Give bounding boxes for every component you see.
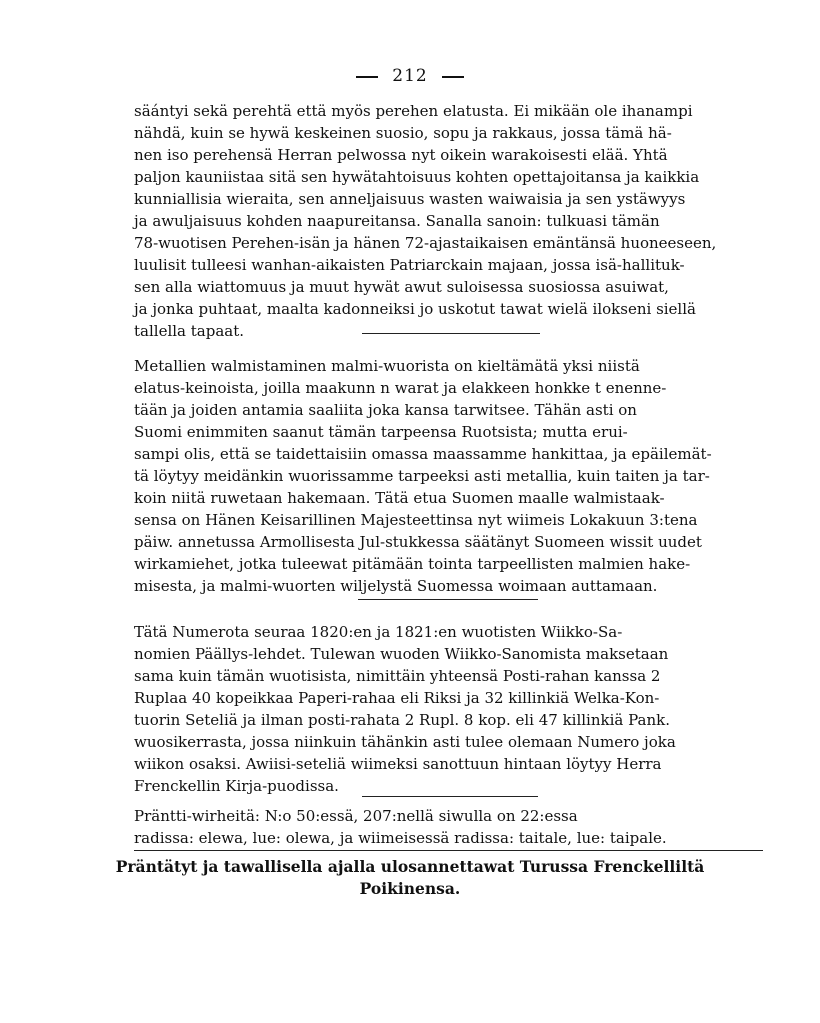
paragraph-subscription: Tätä Numerota seuraa 1820:en ja 1821:en wuotisten Wiikko-Sa- nomien Päällys-lehdet. Tulewan wuoden Wiikko-Sanomista maksetaan sama kuin tämän wuotisista, nimittäin yhteensä Posti-rahan kanssa 2 Ruplaa 40 kopeikkaa Paperi-rahaa eli Riksi ja 32 killinkiä Welka-Kon- tuorin Seteliä ja ilman posti-rahata 2 Rupl. 8 kop. eli 47 killinkiä Pank. wuosikerrasta, jossa niinkuin tähänkin asti tulee olemaan Numero joka wiikon osaksi. Awiisi-seteliä wiimeksi sanottuun hintaan löytyy Herra Frenckellin Kirja-puodissa. (134, 623, 676, 795)
page-number: 212 (392, 66, 428, 86)
header-dash-left (356, 76, 378, 78)
section-divider-2 (358, 599, 538, 600)
imprint-rule (134, 850, 763, 851)
header-dash-right (442, 76, 464, 78)
errata-notice: Präntti-wirheitä: N:o 50:essä, 207:nellä siwulla on 22:essa radissa: elewa, lue: olewa, ja wiimeisessä radissa: taitale, lue: taipale. (134, 807, 667, 847)
paragraph-family: säántyi sekä perehtä että myös perehen elatusta. Ei mikään ole ihanampi nähdä, kuin se hywä keskeinen suosio, sopu ja rakkaus, jossa tämä hä- nen iso perehensä Herran pelwossa nyt oikein warakoisesti elää. Yhtä paljon kauniistaa sitä sen hywätahtoisuus kohten opettajoitansa ja kaikkia kunniallisia wieraita, sen anneljaisuus wasten waiwaisia ja sen ystäwyys ja awuljaisuus kohden naapureitansa. Sanalla sanoin: tulkuasi tämän 78-wuotisen Perehen-isän ja hänen 72-ajastaikaisen emäntänsä huoneeseen, luulisit tulleesi wanhan-aikaisten Patriarckain majaan, jossa isä-hallituk- sen alla wiattomuus ja muut hywät awut suloisessa suosiossa asuiwat, ja jonka puhtaat, maalta kadonneiksi jo uskotut tawat wielä ilokseni siellä tallella tapaat. (134, 102, 717, 340)
page-header (0, 66, 820, 86)
imprint-line: Präntätyt ja tawallisella ajalla ulosannettawat Turussa Frenckelliltä Poikinensa. (115, 857, 705, 898)
section-divider-1 (362, 333, 540, 334)
paragraph-metals: Metallien walmistaminen malmi-wuorista on kieltämätä yksi niistä elatus-keinoista, joilla maakunn n warat ja elakkeen honkke t enenne- tään ja joiden antamia saaliita joka kansa tarwitsee. Tähän asti on Suomi enimmiten saanut tämän tarpeensa Ruotsista; mutta erui- sampi olis, että se taidettaisiin omassa maassamme hankittaa, ja epäilemät- tä löytyy meidänkin wuorissamme tarpeeksi asti metallia, kuin taiten ja tar- koin niitä ruwetaan hakemaan. Tätä etua Suomen maalle walmistaak- sensa on Hänen Keisarillinen Majesteettinsa nyt wiimeis Lokakuun 3:tena päiw. annetussa Armollisesta Jul-stukkessa säätänyt Suomeen wissit uudet wirkamiehet, jotka tuleewat pitämään tointa tarpeellisten malmien hake- misesta, ja malmi-wuorten wiljelystä Suomessa woimaan auttamaan. (134, 357, 712, 595)
section-divider-3 (362, 796, 538, 797)
